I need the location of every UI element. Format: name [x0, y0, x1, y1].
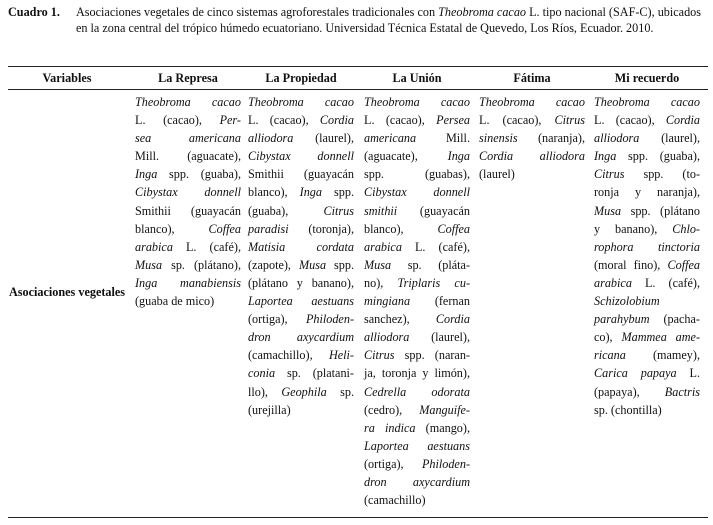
cell-line: Cibystax donnell: [135, 185, 241, 200]
cell-line: co), Mammea ame-: [594, 330, 701, 345]
cell-line: Cordia alliodora: [479, 149, 585, 164]
cell-line: sp. (chontilla): [594, 402, 662, 417]
cell-line: (guaba de mico): [135, 294, 215, 309]
cell-line: americana Mill.: [364, 131, 470, 146]
cell-line: (papaya), Bactris: [594, 384, 700, 399]
cell-line: blanco), Coffea: [364, 221, 470, 236]
header-la-represa: La Represa: [158, 71, 218, 85]
cell-line: blanco), Inga spp.: [248, 185, 355, 200]
cell-line: Carica papaya L.: [594, 366, 700, 381]
cell-line: (laurel): [479, 167, 515, 182]
cell-line: Theobroma cacao: [594, 95, 700, 109]
cell-line: Mill. (aguacate),: [135, 149, 241, 164]
cell-line: alliodora (laurel),: [364, 330, 470, 345]
caption-label: Cuadro 1.: [8, 5, 60, 19]
header-mi-recuerdo: Mi recuerdo: [614, 71, 680, 85]
cell-mi-recuerdo: [594, 93, 700, 419]
cell-line: (ortiga), Philoden-: [364, 456, 470, 471]
cell-line: Laportea aestuans: [364, 438, 470, 453]
cell-line: spp. (guabas),: [364, 167, 470, 182]
cell-line: no), Triplaris cu-: [364, 275, 470, 290]
cell-line: arabica L. (café),: [594, 275, 700, 290]
cell-line: Inga manabiensis: [135, 275, 241, 290]
header-la-union: La Unión: [392, 71, 442, 85]
cell-line: Musa sp. (pláta-: [364, 257, 470, 272]
cell-line: (urejilla): [248, 402, 291, 417]
cell-line: alliodora (laurel),: [594, 131, 700, 146]
cell-line: arabica L. (café),: [364, 239, 470, 254]
cell-line: rophora tinctoria: [594, 239, 700, 254]
cell-line: llo), Geophila sp.: [248, 384, 354, 399]
cell-line: (ortiga), Philoden-: [248, 312, 354, 327]
cell-line: paradisi (toronja),: [248, 221, 354, 236]
cell-line: Cedrella odorata: [364, 384, 470, 399]
cell-la-represa: [135, 93, 241, 310]
cell-line: sea americana: [135, 131, 241, 146]
cell-line: sinensis (naranja),: [479, 131, 585, 146]
cell-line: smithii (guayacán: [364, 203, 470, 218]
cell-line: Theobroma cacao: [135, 95, 241, 109]
cell-line: (zapote), Musa spp.: [248, 257, 355, 272]
cell-la-propiedad: [248, 93, 354, 419]
cell-line: Cibystax donnell: [364, 185, 470, 200]
cell-line: Schizolobium: [594, 294, 660, 309]
cell-line: ronja y naranja),: [594, 185, 700, 200]
cell-line: arabica L. (café),: [135, 239, 241, 254]
cell-line: L. (cacao), Per-: [135, 113, 241, 128]
cell-line: (moral fino), Coffea: [594, 257, 700, 272]
table-header-row: [8, 67, 708, 89]
cell-line: (plátano y banano),: [248, 275, 354, 290]
cell-line: y banano), Chlo-: [594, 221, 700, 236]
cell-line: parahybum (pacha-: [594, 312, 700, 327]
caption-run: Asociaciones vegetales de cinco sistemas agroforestales tradicionales con: [76, 5, 439, 19]
cell-line: L. (cacao), Citrus: [479, 113, 585, 128]
cell-line: Citrus spp. (to-: [594, 167, 700, 182]
cell-line: ricana (mamey),: [594, 348, 700, 363]
cell-line: ja, toronja y limón),: [364, 366, 470, 381]
cell-line: Inga spp. (guaba),: [594, 149, 700, 164]
cell-line: Matisia cordata: [248, 239, 354, 254]
cell-line: Musa sp. (plátano),: [135, 257, 241, 272]
cell-line: blanco), Coffea: [135, 221, 241, 236]
table-header-rule: [8, 89, 708, 90]
cell-fatima: [479, 93, 585, 183]
cell-line: Cibystax donnell: [248, 149, 354, 164]
cell-line: L. (cacao), Persea: [364, 113, 470, 128]
cell-line: Theobroma cacao: [364, 95, 470, 109]
cell-la-union: [364, 93, 470, 509]
header-variables: Variables: [42, 71, 92, 85]
caption-italic-run: Theobroma cacao: [438, 5, 527, 19]
cell-line: (camachillo), Heli-: [248, 348, 354, 363]
cell-line: sanchez), Cordia: [364, 312, 470, 327]
cell-line: (cedro), Manguife-: [364, 402, 470, 417]
table-bottom-rule: [8, 517, 708, 518]
cell-line: Theobroma cacao: [248, 95, 354, 109]
cell-line: Inga spp. (guaba),: [135, 167, 241, 182]
cell-line: Laportea aestuans: [248, 294, 354, 309]
cell-line: dron axycardium: [248, 330, 354, 345]
cell-line: (guaba), Citrus: [248, 203, 354, 218]
cell-line: (camachillo): [364, 493, 426, 508]
cell-line: Theobroma cacao: [479, 95, 585, 109]
caption-run: L. tipo nacional (SAF-C), ubicados en la zona central del trópico húmedo ecuatoriano. Universidad Técnica Estatal de Quevedo, Los Ríos, Ecuador. 2010.: [76, 5, 702, 35]
cell-line: (aguacate), Inga: [364, 149, 470, 164]
cell-line: Musa spp. (plátano: [594, 203, 700, 218]
cell-line: Smithii (guayacán: [248, 167, 354, 182]
cell-line: mingiana (fernan: [364, 294, 470, 309]
cell-line: alliodora (laurel),: [248, 131, 354, 146]
cell-line: L. (cacao), Cordia: [248, 113, 354, 128]
header-la-propiedad: La Propiedad: [265, 71, 337, 85]
cell-line: dron axycardium: [364, 474, 470, 489]
cell-line: ra indica (mango),: [364, 420, 470, 435]
caption-text: [76, 5, 708, 36]
row-label-asociaciones-vegetales: Asociaciones vegetales: [8, 285, 126, 299]
cell-line: conia sp. (platani-: [248, 366, 354, 381]
cell-line: Citrus spp. (naran-: [364, 348, 470, 363]
cell-line: Smithii (guayacán: [135, 203, 241, 218]
header-fatima: Fátima: [513, 71, 551, 85]
cell-line: L. (cacao), Cordia: [594, 113, 700, 128]
